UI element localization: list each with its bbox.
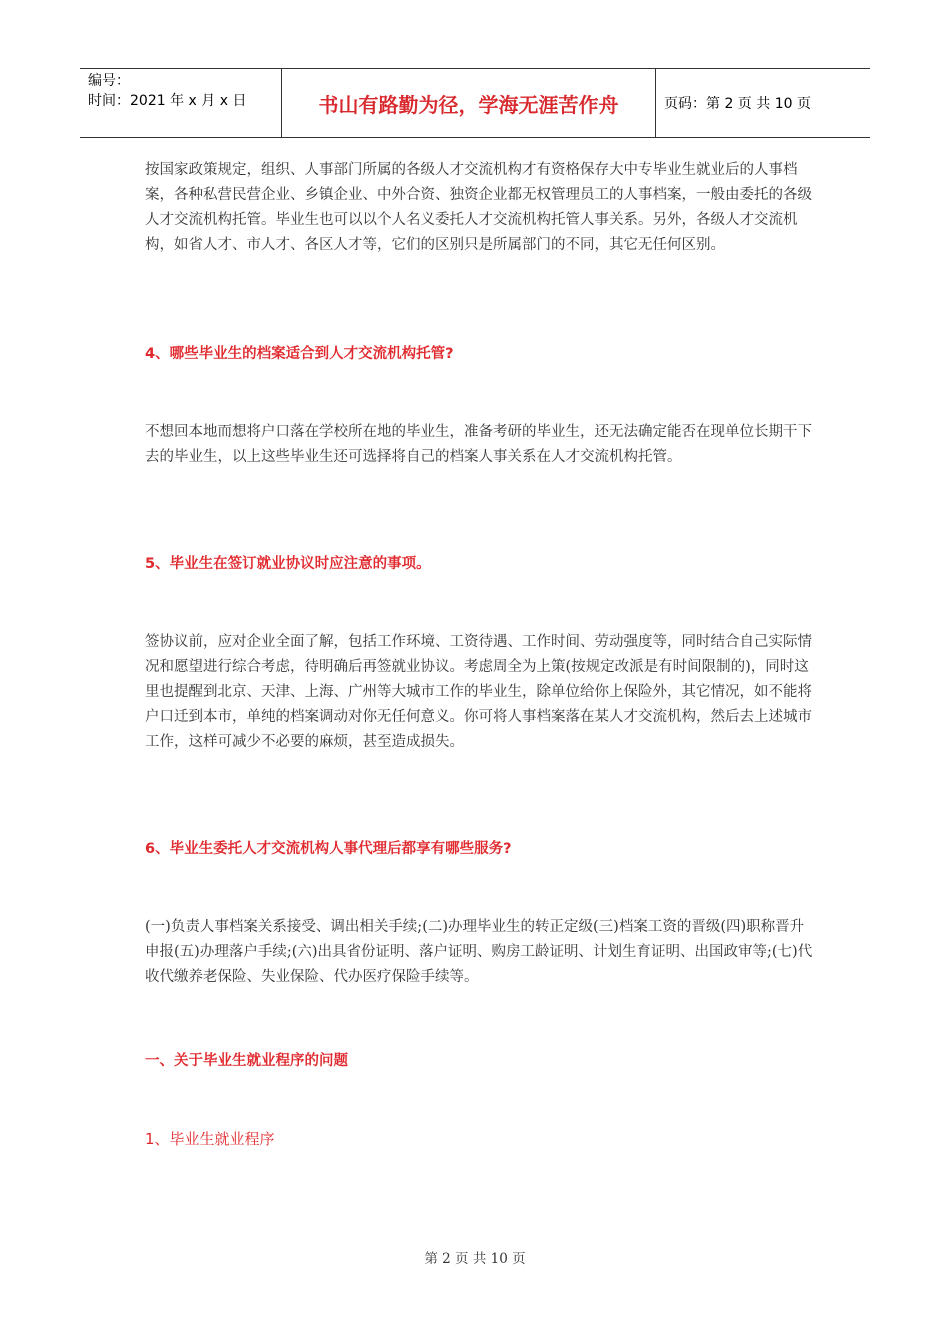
heading-question-4: 4、哪些毕业生的档案适合到人才交流机构托管? (145, 346, 454, 362)
subheading-employment-procedure: 1、毕业生就业程序 (145, 1130, 275, 1148)
document-number-label: 编号： (88, 73, 130, 89)
paragraph-answer-6: (一)负责人事档案关系接受、调出相关手续;(二)办理毕业生的转正定级(三)档案工资的晋级(四)职称晋升申报(五)办理落户手续;(六)出具省份证明、落户证明、购房工龄证明、计划生育证明、出国政审等;(七)代收代缴养老保险、失业保险、代办医疗保险手续等。 (145, 919, 813, 985)
header-meta (80, 69, 282, 137)
header-page-number: 页码：第 2 页 共 10 页 (664, 96, 811, 112)
paragraph-archive-policy: 按国家政策规定，组织、人事部门所属的各级人才交流机构才有资格保存大中专毕业生就业后的人事档案，各种私营民营企业、乡镇企业、中外合资、独资企业都无权管理员工的人事档案，一般由委托的各级人才交流机构托管。毕业生也可以以个人名义委托人才交流机构托管人事关系。另外，各级人才交流机构，如省人才、市人才、各区人才等，它们的区别只是所属部门的不同，其它无任何区别。 (145, 162, 812, 253)
paragraph-answer-5: 签协议前，应对企业全面了解，包括工作环境、工资待遇、工作时间、劳动强度等，同时结合自己实际情况和愿望进行综合考虑，待明确后再签就业协议。考虑周全为上策(按规定改派是有时间限制的)，同时这里也提醒到北京、天津、上海、广州等大城市工作的毕业生，除单位给你上保险外，其它情况，如不能将户口迁到本市，单纯的档案调动对你无任何意义。你可将人事档案落在某人才交流机构，然后去上述城市工作，这样可减少不必要的麻烦，甚至造成损失。 (145, 634, 812, 750)
header-motto: 书山有路勤为径，学海无涯苦作舟 (282, 69, 656, 137)
heading-section-employment-procedure: 一、关于毕业生就业程序的问题 (145, 1053, 348, 1069)
paragraph-answer-4: 不想回本地而想将户口落在学校所在地的毕业生，准备考研的毕业生，还无法确定能否在现单位长期干下去的毕业生，以上这些毕业生还可选择将自己的档案人事关系在人才交流机构托管。 (145, 424, 812, 465)
page-header (80, 68, 870, 138)
heading-question-6: 6、毕业生委托人才交流机构人事代理后都享有哪些服务? (145, 841, 512, 857)
document-date-label: 时间：2021 年 x 月 x 日 (88, 93, 247, 109)
heading-question-5: 5、毕业生在签订就业协议时应注意的事项。 (145, 556, 431, 572)
page-footer: 第 2 页 共 10 页 (424, 1251, 526, 1267)
